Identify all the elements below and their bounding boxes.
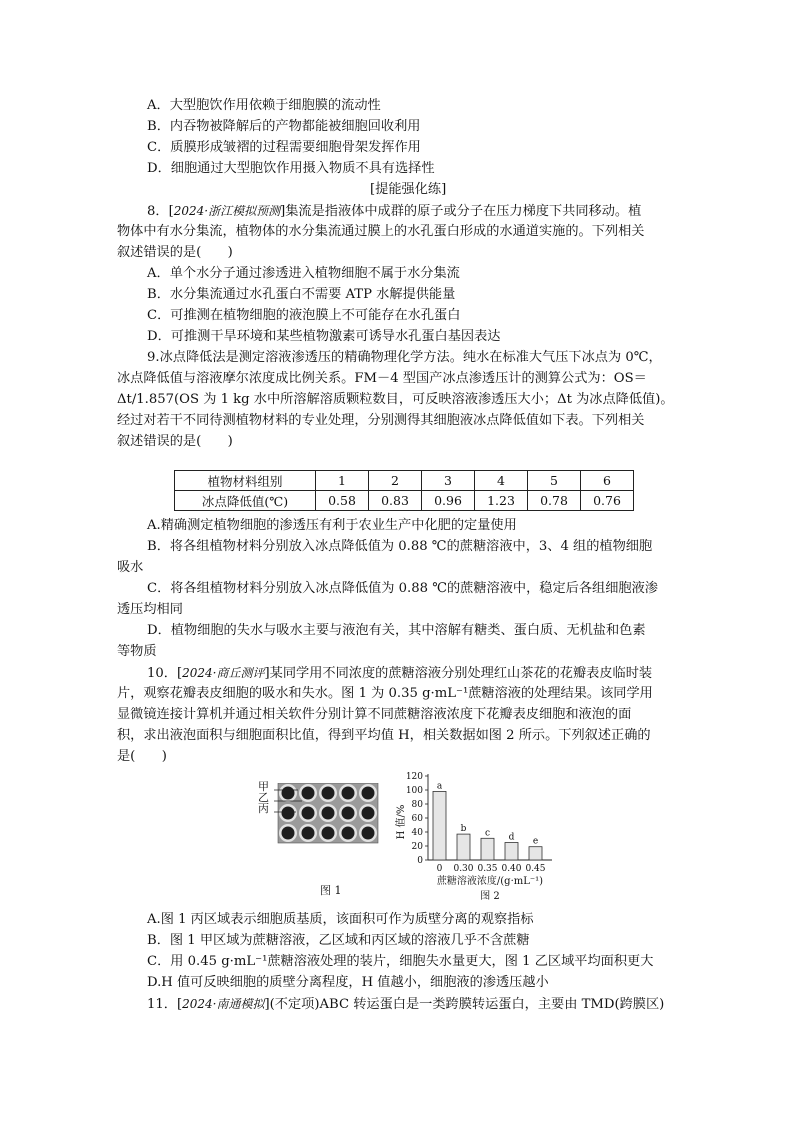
table-cell: 0.58 [316, 491, 369, 511]
q9-option-a: A.精确测定植物细胞的渗透压有利于农业生产中化肥的定量使用 [147, 518, 517, 533]
figure-1 [258, 780, 380, 899]
table-cell: 1.23 [475, 491, 528, 511]
q9-option-c-cont: 透压均相同 [117, 602, 183, 617]
fig1-label-jia: 甲 [258, 780, 269, 793]
table-cell: 6 [581, 471, 634, 491]
q10-source: 2024·商丘测评 [182, 666, 265, 680]
q8-stem-line2: 物体中有水分集流，植物体的水分集流通过膜上的水孔蛋白形成的水通道实施的。下列相关 [117, 224, 645, 239]
y-tick-label: 100 [405, 786, 423, 796]
q7-option-c: C．质膜形成皱褶的过程需要细胞骨架发挥作用 [147, 140, 421, 155]
q9-stem-line5: 叙述错误的是( ) [117, 434, 233, 449]
q7-option-b: B．内吞物被降解后的产物都能被细胞回收利用 [147, 119, 421, 134]
bar [529, 847, 542, 860]
bar [505, 843, 518, 861]
q9-option-b-cont: 吸水 [117, 560, 144, 575]
table-header-group: 植物材料组别 [175, 471, 316, 491]
q10-stem-line2: 片，观察花瓣表皮细胞的吸水和失水。图 1 为 0.35 g·mL⁻¹蔗糖溶液的处理结果。该同学用 [117, 686, 653, 701]
fig1-label-bing: 丙 [258, 802, 269, 815]
bar-letter-label: e [532, 836, 539, 847]
q9-stem-line1: 9.冰点降低法是测定溶液渗透压的精确物理化学方法。纯水在标准大气压下冰点为 0℃， [147, 350, 662, 365]
y-tick-label: 80 [411, 800, 423, 810]
q8-option-d: D．可推测干旱环境和某些植物激素可诱导水孔蛋白基因表达 [147, 329, 501, 344]
q11-source: 2024·南通模拟 [182, 997, 265, 1011]
q8-stem-line3: 叙述错误的是( ) [117, 245, 233, 260]
table-cell: 0.76 [581, 491, 634, 511]
x-tick-label: 0.45 [525, 864, 546, 874]
q10-stem-line5: 是( ) [117, 749, 167, 764]
q9-stem-line4: 经过对若干不同待测植物材料的专业处理，分别测得其细胞液冰点降低值如下表。下列相关 [117, 413, 645, 428]
q10-option-d: D.H 值可反映细胞的质壁分离程度，H 值越小，细胞液的渗透压越小 [147, 975, 549, 990]
x-tick-label: 0.35 [477, 864, 498, 874]
figure-2-chart [394, 768, 566, 904]
y-tick-label: 0 [417, 856, 423, 866]
bar [457, 834, 470, 860]
q11-stem-line1: 11．[2024·南通模拟](不定项)ABC 转运蛋白是一类跨膜转运蛋白，主要由 TMD(跨膜区) [147, 997, 665, 1012]
table-row-values [175, 491, 634, 511]
fig2-caption: 图 2 [480, 891, 500, 902]
q8-stem-line1: 8．[2024·浙江模拟预测]集流是指液体中成群的原子或分子在压力梯度下共同移动。植 [147, 204, 642, 219]
fig1-label-yi: 乙 [258, 791, 269, 804]
section-title: [提能强化练] [370, 182, 447, 197]
q10-option-b: B．图 1 甲区域为蔗糖溶液，乙区域和丙区域的溶液几乎不含蔗糖 [147, 933, 530, 948]
q10-stem-line1: 10．[2024·商丘测评]某同学用不同浓度的蔗糖溶液分别处理红山茶花的花瓣表皮临时装 [147, 666, 653, 681]
q8-option-c: C．可推测在植物细胞的液泡膜上不可能存在水孔蛋白 [147, 308, 461, 323]
fig1-caption: 图 1 [320, 884, 342, 897]
x-axis-label: 蔗糖溶液浓度/(g·mL⁻¹) [436, 876, 544, 887]
table-cell: 1 [316, 471, 369, 491]
q10-option-a: A.图 1 丙区域表示细胞质基质，该面积可作为质壁分离的观察指标 [147, 912, 534, 927]
q9-stem-line3: Δt/1.857(OS 为 1 kg 水中所溶解溶质颗粒数目，可反映溶液渗透压大小；Δt 为冰点降低值)。 [117, 392, 674, 407]
q9-option-d-cont: 等物质 [117, 644, 157, 659]
y-tick-label: 120 [405, 772, 423, 782]
x-tick-label: 0 [436, 864, 443, 874]
q8-option-b: B．水分集流通过水孔蛋白不需要 ATP 水解提供能量 [147, 287, 456, 302]
table-cell: 0.96 [422, 491, 475, 511]
q9-stem-line2: 冰点降低值与溶液摩尔浓度成比例关系。FM－4 型国产冰点渗透压计的测算公式为：OS＝ [117, 371, 647, 386]
freezing-point-table [174, 470, 634, 511]
table-cell: 3 [422, 471, 475, 491]
table-cell: 4 [475, 471, 528, 491]
q8-option-a: A．单个水分子通过渗透进入植物细胞不属于水分集流 [147, 266, 460, 281]
q10-stem-line3: 显微镜连接计算机并通过相关软件分别计算不同蔗糖溶液浓度下花瓣表皮细胞和液泡的面 [117, 707, 632, 722]
q7-option-a: A．大型胞饮作用依赖于细胞膜的流动性 [147, 98, 381, 113]
bar-letter-label: d [508, 832, 515, 843]
table-row-groups [175, 471, 634, 491]
q8-source: 2024·浙江模拟预测 [173, 204, 281, 218]
y-tick-label: 20 [411, 842, 423, 852]
table-cell: 0.83 [369, 491, 422, 511]
y-tick-label: 40 [411, 828, 423, 838]
q9-option-b: B．将各组植物材料分别放入冰点降低值为 0.88 ℃的蔗糖溶液中，3、4 组的植物细胞 [147, 539, 653, 554]
y-axis-label: H 值/% [396, 804, 407, 840]
table-cell: 0.78 [528, 491, 581, 511]
table-cell: 5 [528, 471, 581, 491]
x-tick-label: 0.40 [501, 864, 522, 874]
q10-option-c: C．用 0.45 g·mL⁻¹蔗糖溶液处理的装片，细胞失水量更大，图 1 乙区域平均面积更大 [147, 954, 654, 969]
table-header-value: 冰点降低值(℃) [175, 491, 316, 511]
y-tick-label: 60 [411, 814, 423, 824]
bar-letter-label: b [460, 824, 467, 835]
q7-option-d: D．细胞通过大型胞饮作用摄入物质不具有选择性 [147, 161, 435, 176]
bar [481, 838, 494, 860]
q9-option-d: D．植物细胞的失水与吸水主要与液泡有关，其中溶解有糖类、蛋白质、无机盐和色素 [147, 623, 646, 638]
micrograph-image [258, 783, 380, 865]
q10-stem-line4: 积，求出液泡面积与细胞面积比值，得到平均值 H，相关数据如图 2 所示。下列叙述正确的 [117, 728, 651, 743]
x-tick-label: 0.30 [453, 864, 474, 874]
bar-letter-label: a [436, 781, 443, 792]
table-cell: 2 [369, 471, 422, 491]
bar-letter-label: c [484, 828, 491, 839]
bar [433, 791, 446, 860]
q9-option-c: C．将各组植物材料分别放入冰点降低值为 0.88 ℃的蔗糖溶液中，稳定后各组细胞液渗 [147, 581, 658, 596]
